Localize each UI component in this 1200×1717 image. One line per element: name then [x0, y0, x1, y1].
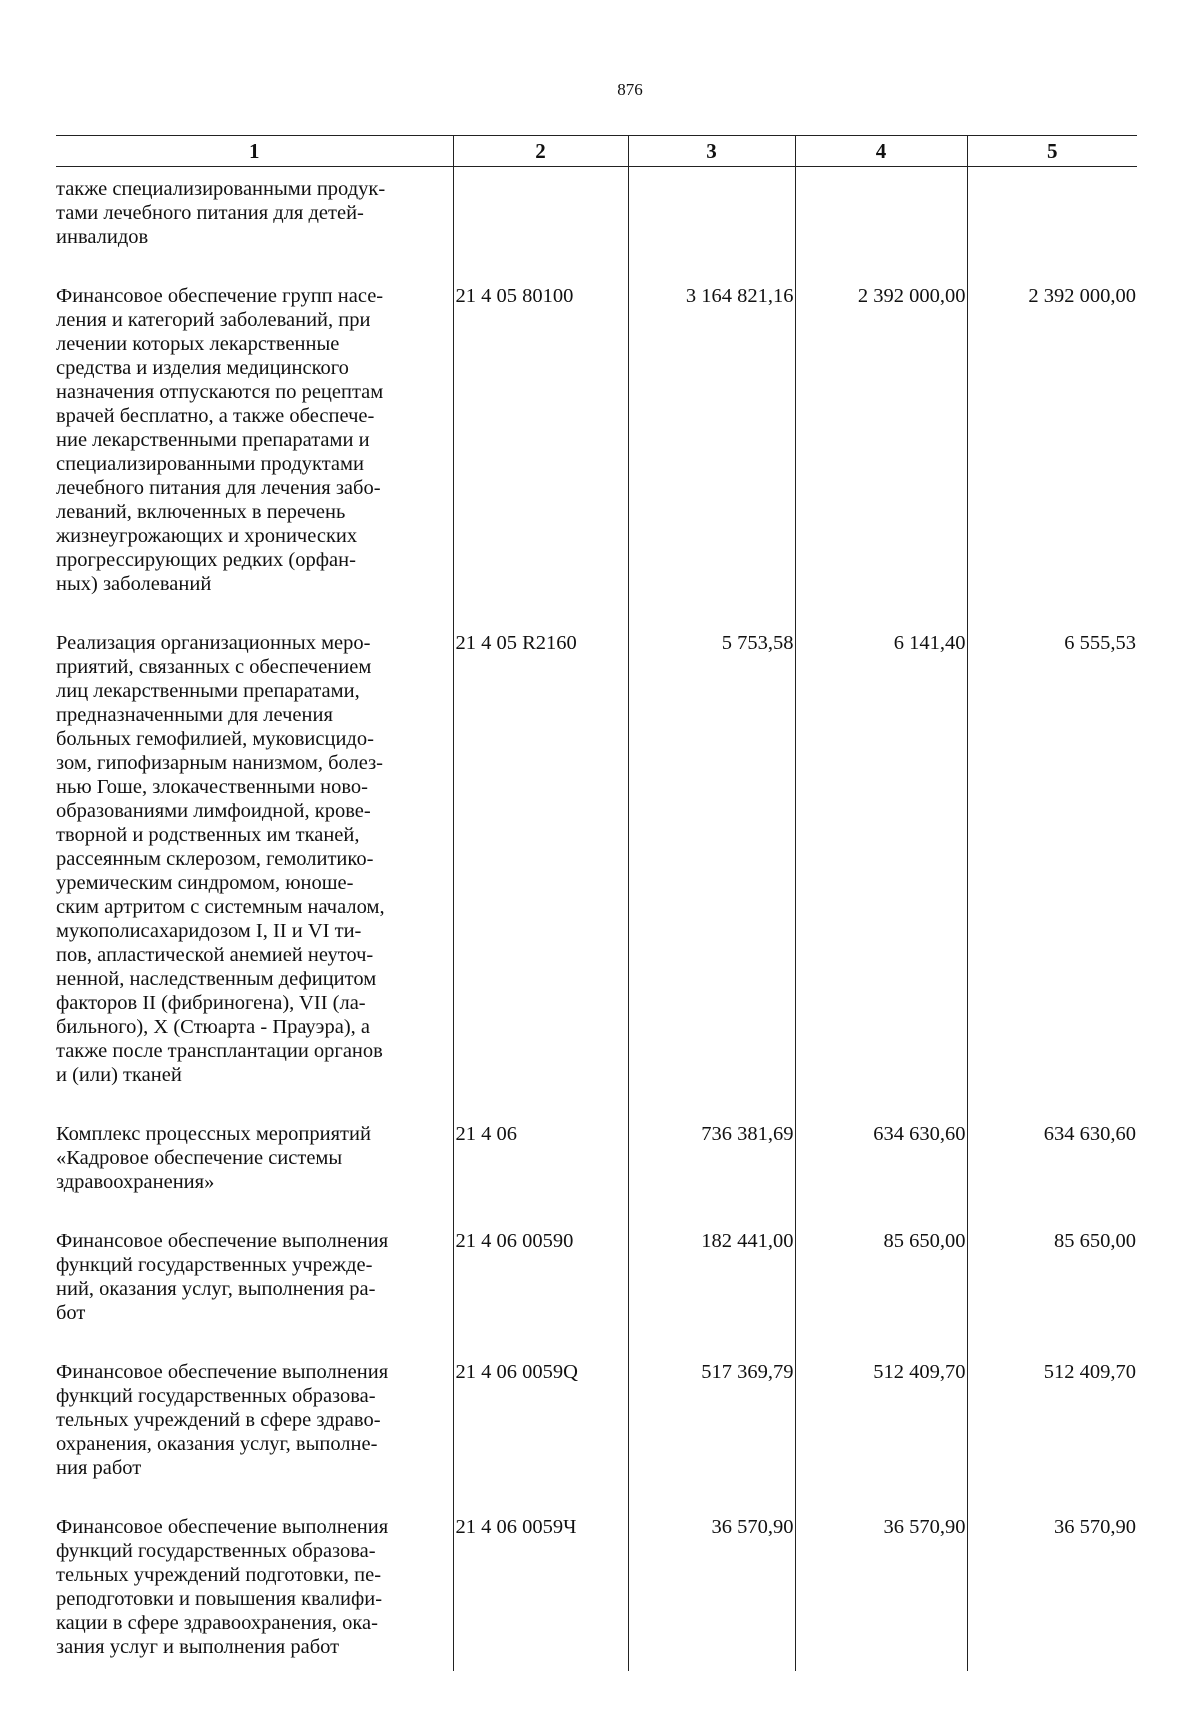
row-value-5: 2 392 000,00	[967, 274, 1137, 621]
row-name: также специализированными продук- тами лечебного питания для детей- инвалидов	[56, 178, 386, 248]
page-number: 876	[617, 80, 643, 99]
row-name: Финансовое обеспечение выполнения функций государственных учрежде- ний, оказания услуг, выполнения ра- бот	[56, 1230, 389, 1324]
row-value-5: 85 650,00	[967, 1219, 1137, 1350]
row-value-4: 85 650,00	[795, 1219, 967, 1350]
row-code: 21 4 06 00590	[453, 1219, 628, 1350]
row-value-4: 634 630,60	[795, 1112, 967, 1219]
column-header-3: 3	[628, 136, 795, 167]
row-code	[453, 167, 628, 275]
table-row	[56, 621, 1137, 1112]
table-row	[56, 1505, 1137, 1671]
row-value-3: 517 369,79	[628, 1350, 795, 1505]
row-value-4: 6 141,40	[795, 621, 967, 1112]
row-value-4: 36 570,90	[795, 1505, 967, 1671]
table-row	[56, 1219, 1137, 1350]
row-name: Финансовое обеспечение выполнения функций государственных образова- тельных учреждений подготовки, пе- реподготовки и повышения квалифи- кации в сфере здравоохранения, ока- зания услуг и выполнения работ	[56, 1516, 389, 1658]
row-value-3: 3 164 821,16	[628, 274, 795, 621]
row-value-5: 6 555,53	[967, 621, 1137, 1112]
row-code: 21 4 06 0059Q	[453, 1350, 628, 1505]
row-value-3	[628, 167, 795, 275]
table-body	[56, 167, 1137, 1672]
row-code: 21 4 06 0059Ч	[453, 1505, 628, 1671]
row-code: 21 4 05 80100	[453, 274, 628, 621]
header-row	[56, 136, 1137, 167]
row-name: Финансовое обеспечение групп насе- ления и категорий заболеваний, при лечении которых лекарственные средства и изделия медицинского назначения отпускаются по рецептам врачей бесплатно, а также обеспече- ние лекарственными препаратами и специализированными продуктами лечебного питания для лечения забо- леваний, включенных в перечень жизнеугрожающих и хронических прогрессирующих редких (орфан- ных) заболеваний	[56, 285, 384, 595]
row-value-5: 634 630,60	[967, 1112, 1137, 1219]
row-value-3: 736 381,69	[628, 1112, 795, 1219]
column-header-1: 1	[56, 136, 453, 167]
row-value-3: 36 570,90	[628, 1505, 795, 1671]
row-value-4	[795, 167, 967, 275]
row-name: Финансовое обеспечение выполнения функций государственных образова- тельных учреждений в сфере здраво- охранения, оказания услуг, выполне- ния работ	[56, 1361, 389, 1479]
table-row	[56, 167, 1137, 275]
row-value-5	[967, 167, 1137, 275]
table-row	[56, 274, 1137, 621]
row-value-3: 182 441,00	[628, 1219, 795, 1350]
table-row	[56, 1350, 1137, 1505]
row-value-5: 512 409,70	[967, 1350, 1137, 1505]
row-value-3: 5 753,58	[628, 621, 795, 1112]
column-header-2: 2	[453, 136, 628, 167]
column-header-5: 5	[967, 136, 1137, 167]
budget-table	[56, 135, 1137, 1671]
row-code: 21 4 06	[453, 1112, 628, 1219]
row-name: Реализация организационных меро- приятий, связанных с обеспечением лиц лекарственными препаратами, предназначенными для лечения больных гемофилией, муковисцидо- зом, гипофизарным нанизмом, болез- нью Гоше, злокачественными ново- образованиями лимфоидной, крове- творной и родственных им тканей, рассеянным склерозом, гемолитико- уремическим синдромом, юноше- ским артритом с системным началом, мукополисахаридозом I, II и VI ти- пов, апластической анемией неуточ- ненной, наследственным дефицитом факторов II (фибриногена), VII (ла- бильного), X (Стюарта - Прауэра), а также после трансплантации органов и (или) тканей	[56, 632, 385, 1086]
row-value-4: 2 392 000,00	[795, 274, 967, 621]
row-value-5: 36 570,90	[967, 1505, 1137, 1671]
column-header-4: 4	[795, 136, 967, 167]
row-value-4: 512 409,70	[795, 1350, 967, 1505]
row-name: Комплекс процессных мероприятий «Кадровое обеспечение системы здравоохранения»	[56, 1123, 371, 1193]
table-row	[56, 1112, 1137, 1219]
row-code: 21 4 05 R2160	[453, 621, 628, 1112]
